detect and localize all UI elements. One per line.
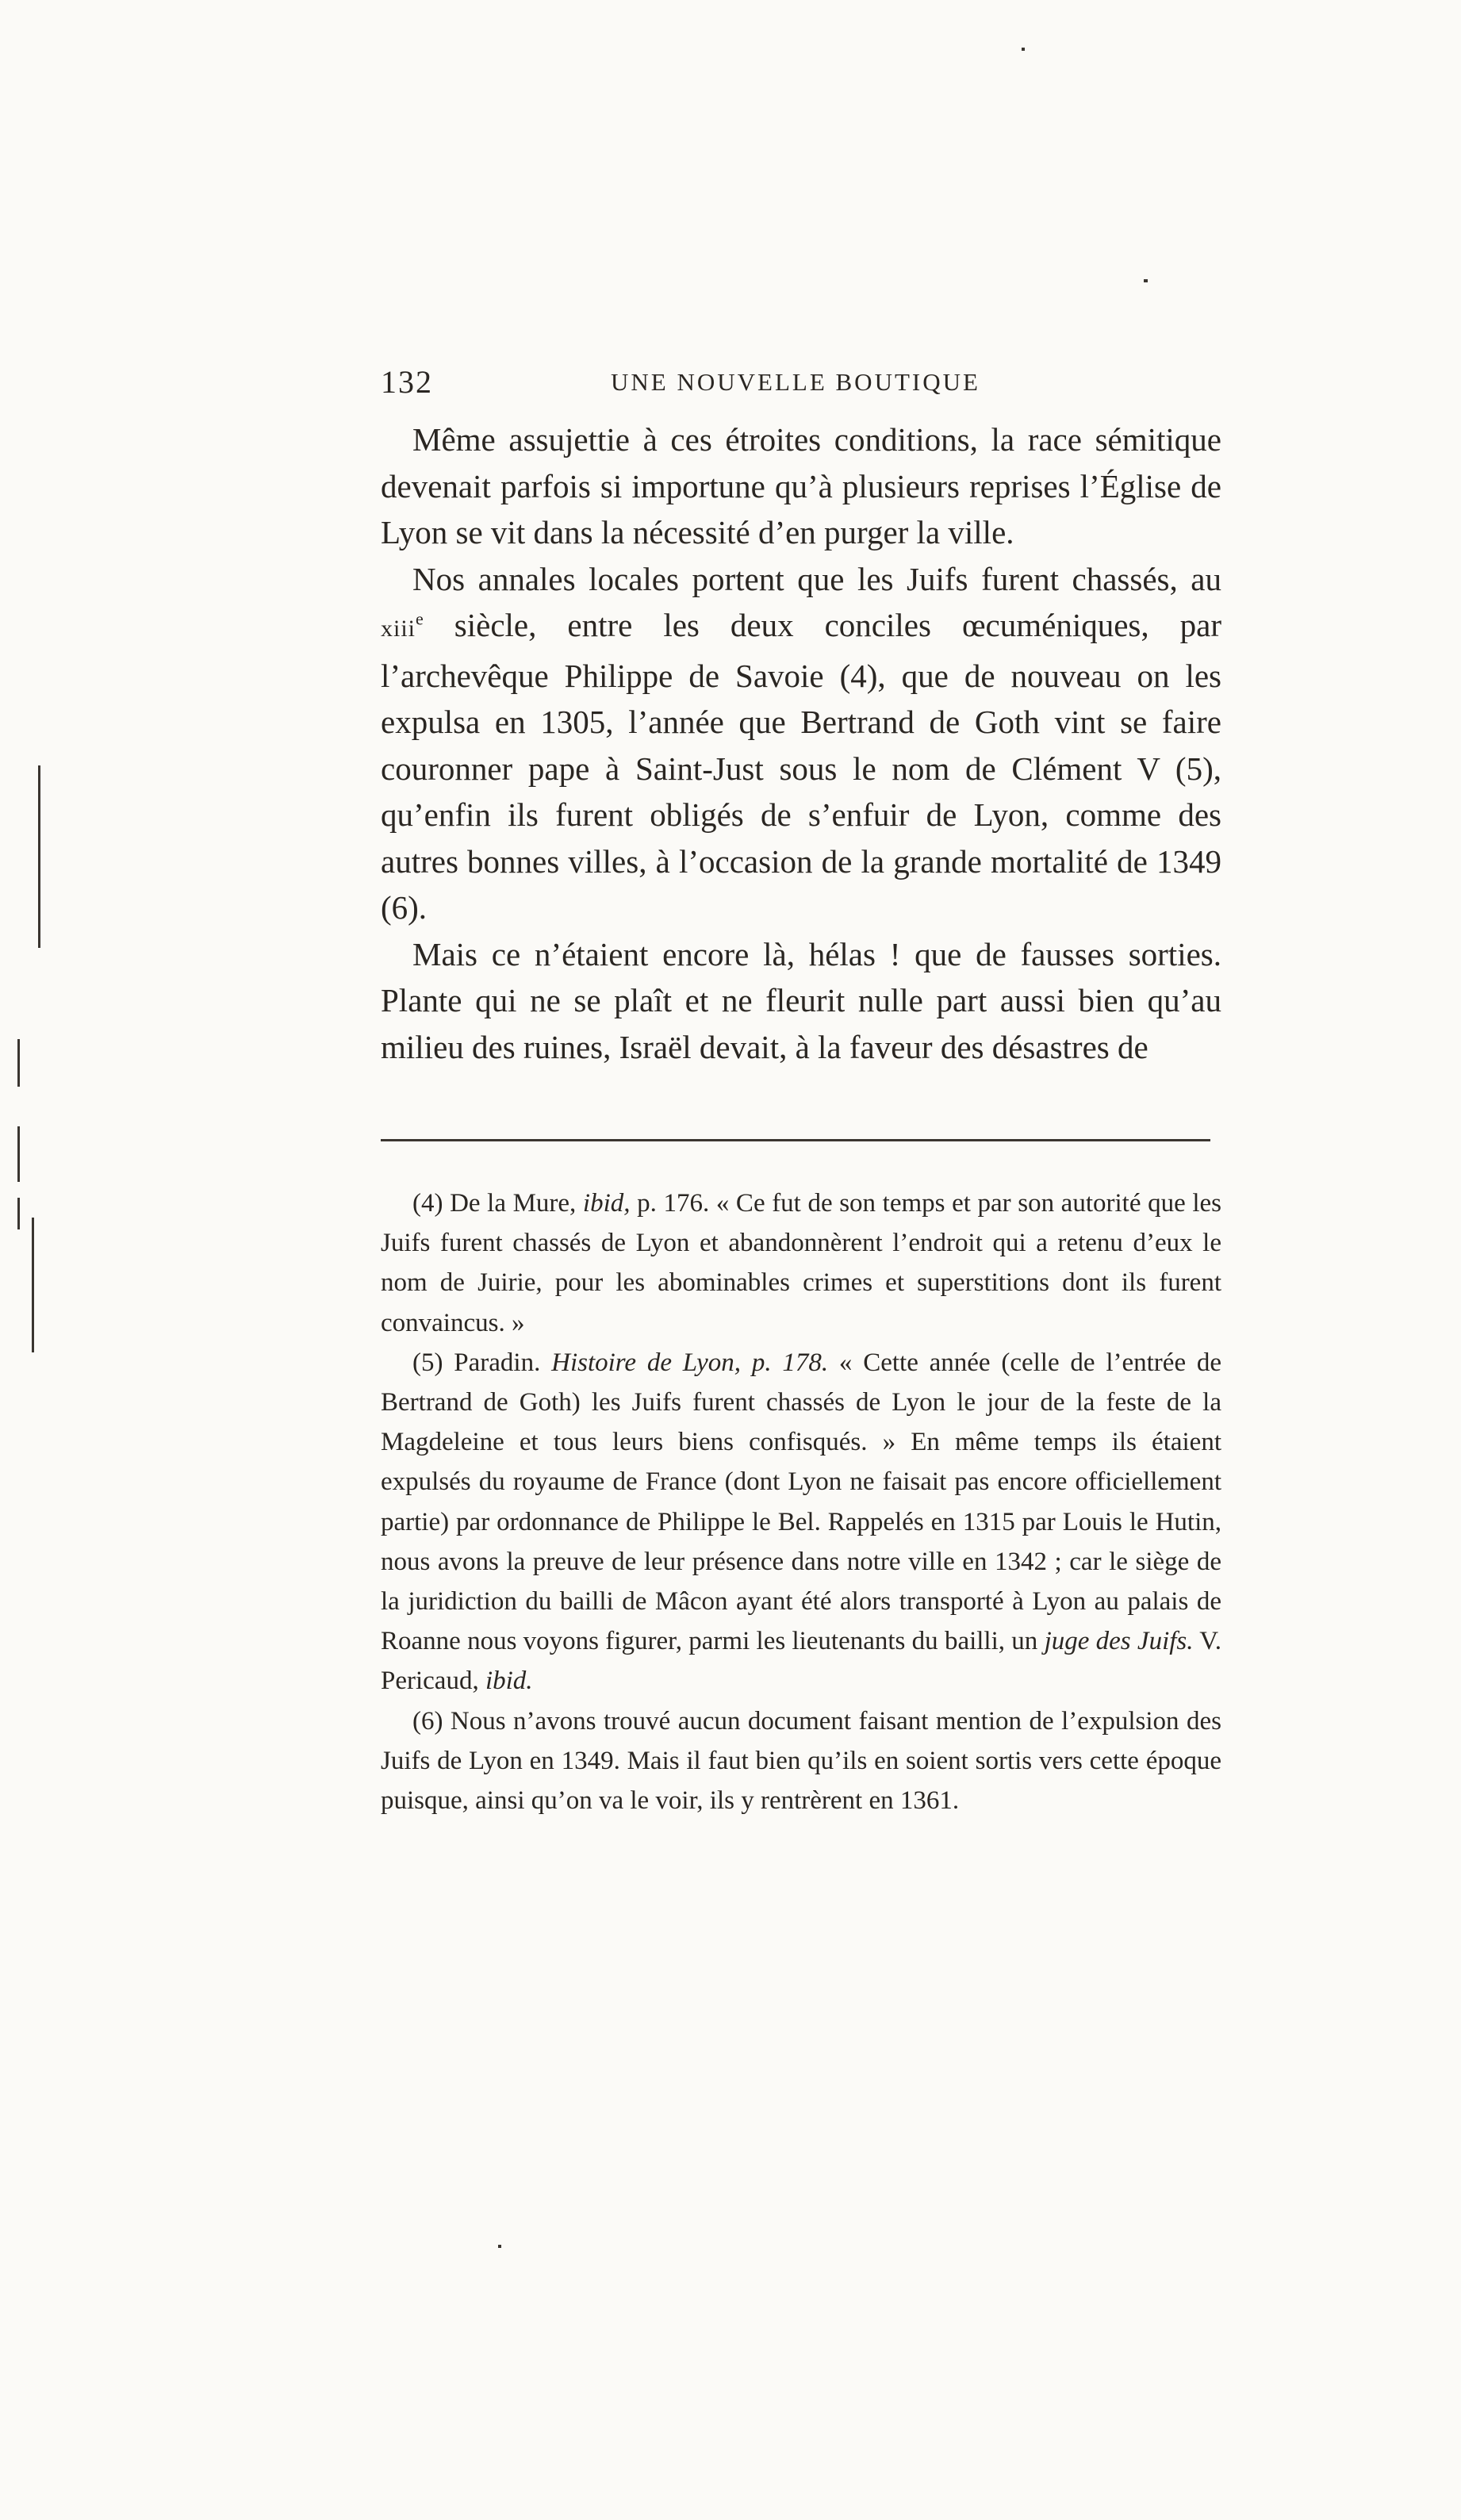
margin-dot-mark xyxy=(1022,48,1025,51)
margin-dot-mark xyxy=(498,2245,501,2248)
page-number: 132 xyxy=(381,364,433,400)
footnote-separator xyxy=(381,1139,1210,1141)
footnote-5-text: « Cette année (celle de l’entrée de Bertrand de Goth) les Juifs furent chassés de Lyon le jour de la feste de la Magdeleine et tous leurs biens confisqués. » En même temps ils étaient expulsés du royaume de France (dont Lyon ne faisait pas encore officiellement partie) par ordonnance de Philippe le Bel. Rappelés en 1315 par Louis le Hutin, nous avons la preuve de leur présence dans notre ville en 1342 ; car le siège de la juridiction du bailli de Mâcon ayant été alors transporté à Lyon au palais de Roanne nous voyons figurer, parmi les lieutenants du bailli, un xyxy=(381,1348,1222,1656)
footnote-5-title: Histoire de Lyon, p. 178. xyxy=(551,1348,829,1377)
margin-line-mark xyxy=(38,765,40,948)
footnote-5-author: (5) Paradin. xyxy=(412,1348,541,1377)
footnote-5 xyxy=(381,1343,1221,1701)
footnotes xyxy=(381,1183,1221,1820)
paragraph-3: Mais ce n’étaient encore là, hélas ! que de fausses sorties. Plante qui ne se plaît et ne fleurit nulle part aussi bien qu’au milieu des ruines, Israël devait, à la faveur des désastres de xyxy=(381,935,1221,1065)
footnote-5-ref: V. Pericaud, xyxy=(381,1627,1222,1696)
footnote-5-juge: juge des Juifs. xyxy=(1044,1627,1194,1656)
paragraph-2 xyxy=(381,556,1221,931)
margin-tick-mark xyxy=(17,1039,20,1087)
footnote-4-text: p. 176. « Ce fut de son temps et par son autorité que les Juifs furent chassés de Lyon et abandonnèrent l’endroit qui a retenu d’eux le nom de Juirie, pour les abominables crimes et superstitions dont ils furent convaincus. » xyxy=(381,1189,1221,1337)
footnote-4-author: (4) De la Mure, xyxy=(412,1189,577,1218)
margin-tick-mark xyxy=(17,1198,20,1229)
century-superscript: e xyxy=(416,608,424,629)
running-title: UNE NOUVELLE BOUTIQUE xyxy=(611,368,980,396)
page-header xyxy=(381,363,1221,411)
footnote-5-ibid: ibid. xyxy=(485,1667,533,1696)
footnote-4 xyxy=(381,1183,1221,1343)
main-text xyxy=(381,416,1221,1070)
paragraph-1: Même assujettie à ces étroites conditions, la race sémitique devenait parfois si importune qu’à plusieurs reprises l’Église de Lyon se vit dans la nécessité d’en purger la ville. xyxy=(381,421,1221,550)
paragraph-2-start: Nos annales locales portent que les Juifs furent chassés, au xyxy=(412,560,1221,597)
footnote-6: (6) Nous n’avons trouvé aucun document faisant mention de l’expulsion des Juifs de Lyon en 1349. Mais il faut bien qu’ils en soient sortis vers cette époque puisque, ainsi qu’on va le voir, ils y rentrèrent en 1361. xyxy=(381,1706,1221,1816)
century-numeral: xiii xyxy=(381,616,416,642)
paragraph-2-rest: siècle, entre les deux conciles œcuméniques, par l’archevêque Philippe de Savoie (4), que de nouveau on les expulsa en 1305, l’année que Bertrand de Goth vint se faire couronner pape à Saint-Just sous le nom de Clément V (5), qu’enfin ils furent obligés de s’enfuir de Lyon, comme des autres bonnes villes, à l’occasion de la grande mortalité de 1349 (6). xyxy=(381,607,1221,926)
margin-dot-mark xyxy=(1144,279,1148,282)
margin-tick-mark xyxy=(17,1126,20,1182)
margin-line-mark xyxy=(32,1218,34,1352)
footnote-4-ibid: ibid, xyxy=(582,1189,631,1218)
